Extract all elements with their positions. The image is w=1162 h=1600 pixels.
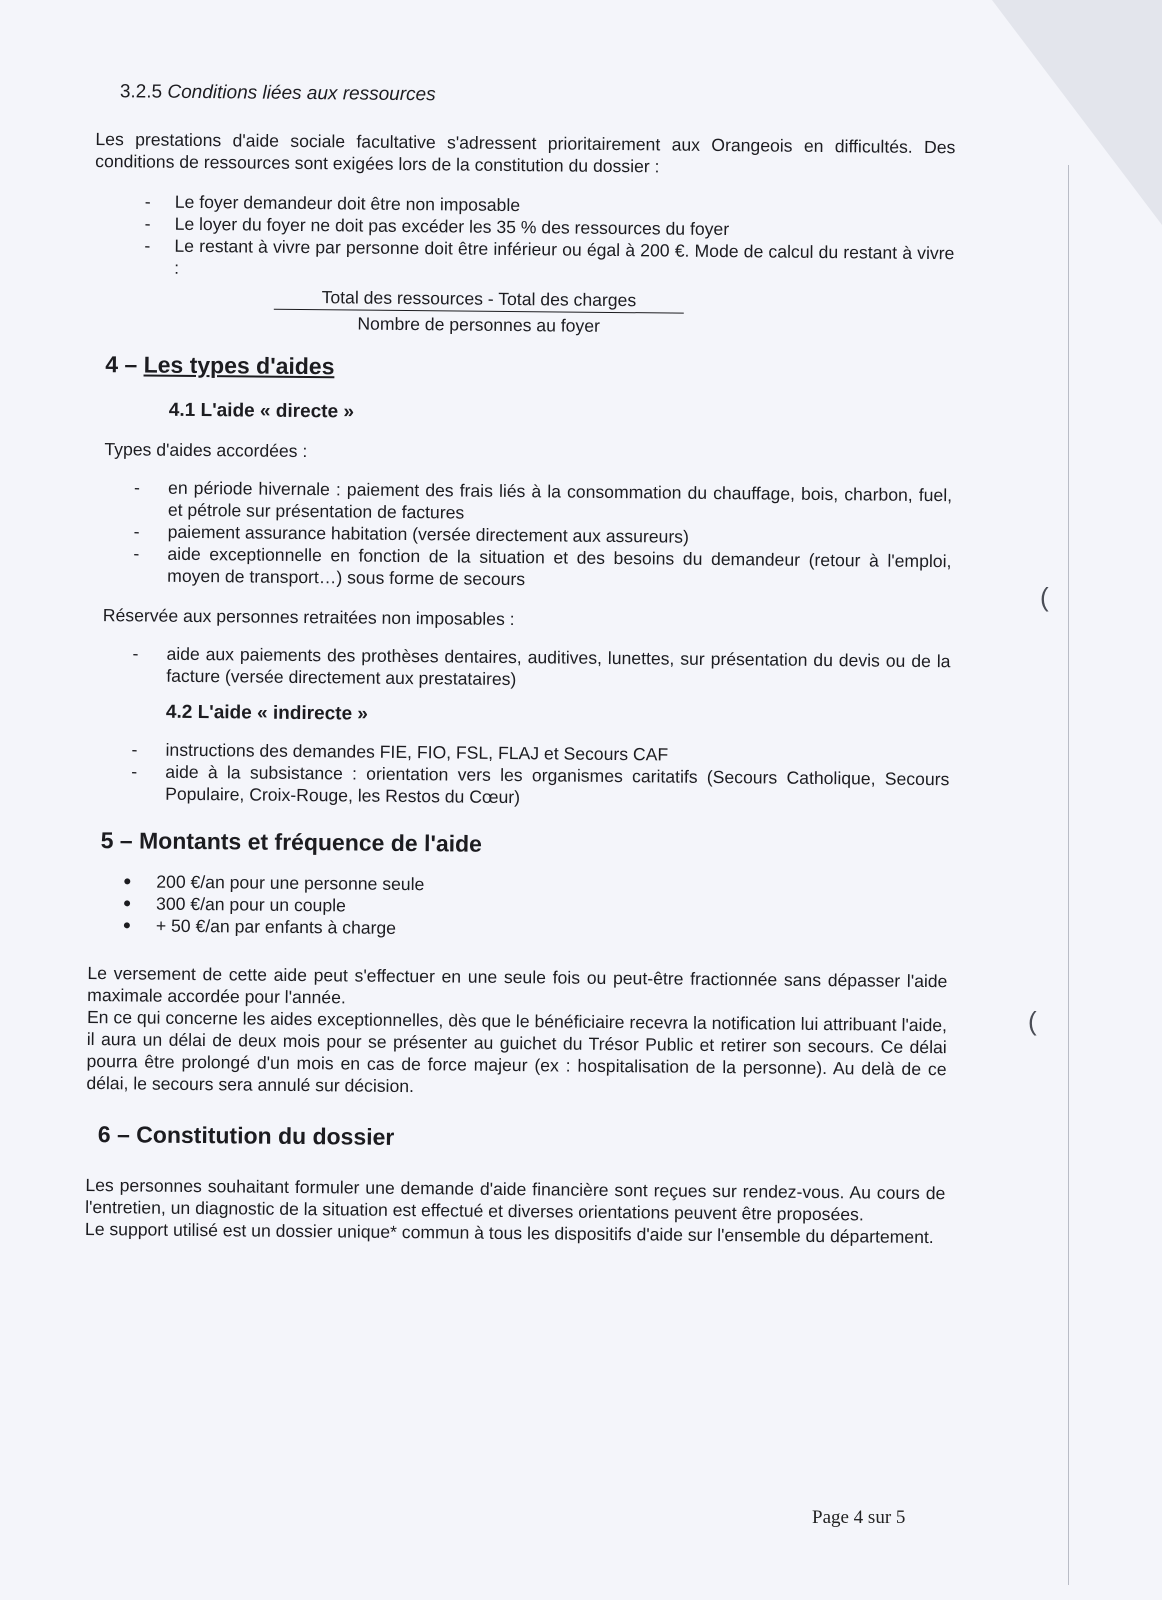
formula-denominator: Nombre de personnes au foyer <box>357 313 601 336</box>
formula-numerator: Total des ressources - Total des charges <box>274 286 684 314</box>
section-41-heading: 4.1 L'aide « directe » <box>168 399 355 423</box>
section-6-heading: 6 – Constitution du dossier <box>97 1121 395 1150</box>
direct-aid-item: - aide exceptionnelle en fonction de la situation et des besoins du demandeur (retour à l'emploi, moyen de transport…) sous forme de secours <box>91 542 951 594</box>
retirees-aid-item: - aide aux paiements des prothèses dentaires, auditives, lunettes, sur présentation du devis ou de la facture (versée directement aux prestataires) <box>90 642 950 694</box>
section-42-heading: 4.2 L'aide « indirecte » <box>165 701 369 725</box>
direct-aid-item: - en période hivernale : paiement des frais liés à la consommation du chauffage, bois, charbon, fuel, et pétrole sur présentation de factures <box>92 476 952 528</box>
section-41-lead: Types d'aides accordées : <box>104 439 308 462</box>
direct-aid-item: - paiement assurance habitation (versée directement aux assureurs) <box>92 520 952 550</box>
indirect-aid-item: - instructions des demandes FIE, FIO, FSL, FLAJ et Secours CAF <box>89 738 949 768</box>
indirect-aid-item: - aide à la subsistance : orientation vers les organismes caritatifs (Secours Catholique, Secours Populaire, Croix-Rouge, les Restos du Cœur) <box>89 760 949 812</box>
retirees-aid-list <box>90 642 950 694</box>
page-number: Page 4 sur 5 <box>812 1507 906 1528</box>
section-6-paragraph: Les personnes souhaitant formuler une demande d'aide financière sont reçues sur rendez-vous. Au cours de l'entretien, un diagnostic de la situation est effectué et diverses orientations peuvent être proposées. <box>85 1174 946 1225</box>
section-5-paragraph: Le versement de cette aide peut s'effectuer en une seule fois ou peut-être fractionnée sans dépasser l'aide maximale accordée pour l'année. <box>87 962 948 1008</box>
margin-line <box>1068 165 1069 1585</box>
amount-item: 300 €/an pour un couple <box>88 892 948 922</box>
section-4-title: Les types d'aides <box>143 351 335 380</box>
document-content <box>85 80 956 1248</box>
section-5-paragraph: En ce qui concerne les aides exceptionnelles, dès que le bénéficiaire recevra la notification lui attribuant l'aide, il aura un délai de deux mois pour se présenter au guichet du Trésor Public et retirer son secours. Ce délai pourra être prolongé d'un mois en cas de force majeur (ex : hospitalisation de la personne). Au delà de ce délai, le secours sera annulé sur décision. <box>86 1006 948 1097</box>
section-4-heading <box>105 350 953 386</box>
retirees-lead: Réservée aux personnes retraitées non imposables : <box>102 605 515 630</box>
indirect-aid-list <box>89 738 950 812</box>
section-6-paragraph: Le support utilisé est un dossier unique* commun à tous les dispositifs d'aide sur l'ensemble du département. <box>84 1218 934 1248</box>
folded-corner <box>992 0 1162 225</box>
condition-item: - Le foyer demandeur doit être non imposable <box>95 190 955 220</box>
section-5-heading: 5 – Montants et fréquence de l'aide <box>100 827 483 857</box>
amount-item: + 50 €/an par enfants à charge <box>88 914 948 944</box>
condition-item: - Le loyer du foyer ne doit pas excéder les 35 % des ressources du foyer <box>95 212 955 242</box>
section-4-prefix: 4 – <box>105 351 144 378</box>
section-325-title: Conditions liées aux ressources <box>167 81 436 106</box>
amount-item: 200 €/an pour une personne seule <box>88 870 948 900</box>
condition-item: - Le restant à vivre par personne doit être inférieur ou égal à 200 €. Mode de calcul du restant à vivre : <box>94 234 954 286</box>
margin-bracket-mark: ( <box>1040 582 1049 612</box>
section-325-number: 3.2.5 <box>119 81 163 103</box>
margin-bracket-mark: ( <box>1028 1006 1037 1036</box>
conditions-list <box>94 190 955 286</box>
section-325-heading <box>120 80 956 112</box>
direct-aid-list <box>91 476 952 594</box>
amounts-list <box>88 870 949 944</box>
restant-a-vivre-formula <box>274 286 684 338</box>
section-325-intro: Les prestations d'aide sociale facultative s'adressent prioritairement aux Orangeois en difficultés. Des conditions de ressources sont exigées lors de la constitution du dossier : <box>95 128 956 177</box>
